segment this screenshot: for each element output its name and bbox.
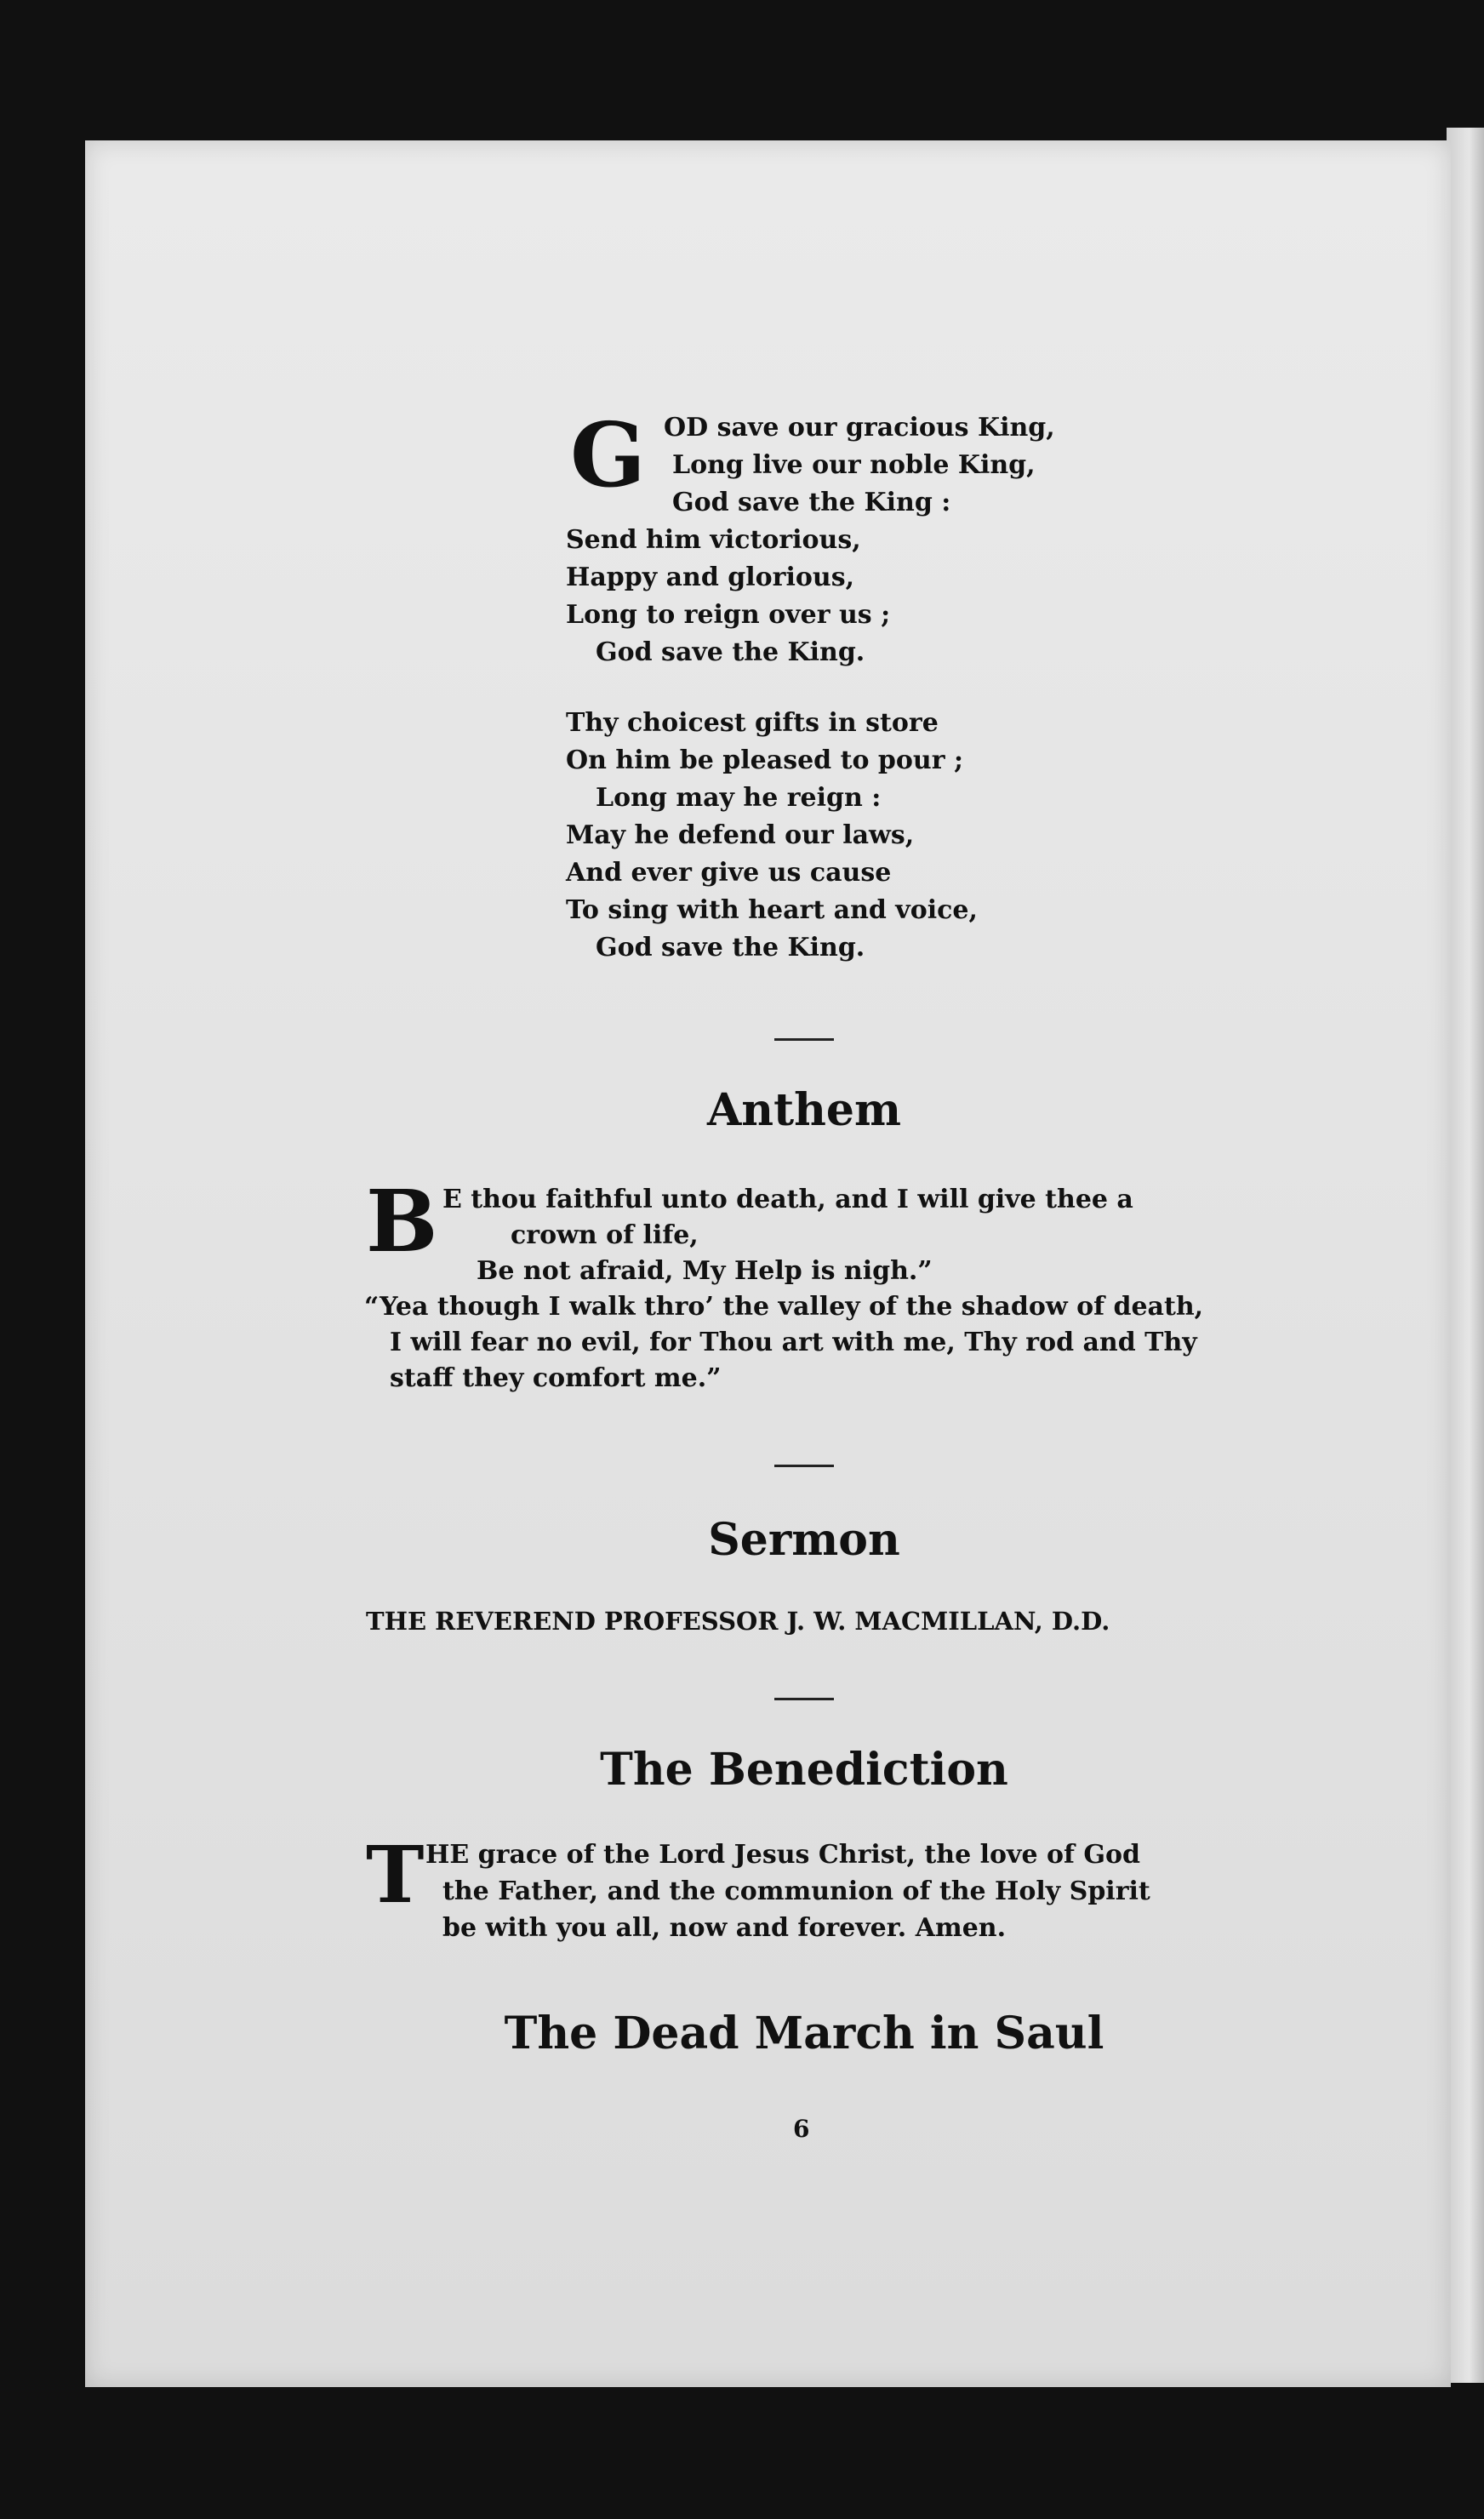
benediction-line: be with you all, now and forever. Amen.	[442, 1913, 1007, 1943]
next-page-edge	[1447, 128, 1484, 2383]
anthem-line: staff they comfort me.”	[390, 1363, 722, 1393]
national-anthem-line: To sing with heart and voice,	[566, 895, 978, 925]
section-divider	[774, 1038, 834, 1041]
closing-heading: The Dead March in Saul	[504, 2008, 1104, 2059]
section-divider	[774, 1465, 834, 1467]
section-divider	[774, 1698, 834, 1700]
anthem-line: I will fear no evil, for Thou art with me, Thy rod and Thy	[390, 1328, 1197, 1357]
national-anthem-line: May he defend our laws,	[566, 820, 915, 850]
national-anthem-line: Long to reign over us ;	[566, 600, 891, 630]
national-anthem-line: OD save our gracious King,	[664, 413, 1055, 443]
anthem-dropcap: B	[366, 1171, 438, 1271]
national-anthem-line: Thy choicest gifts in store	[566, 708, 939, 738]
national-anthem-line: Long live our noble King,	[672, 450, 1036, 480]
national-anthem-line: God save the King.	[596, 933, 865, 962]
national-anthem-line: Happy and glorious,	[566, 563, 855, 592]
anthem-line: E thou faithful unto death, and I will give thee a	[442, 1185, 1133, 1214]
document-page	[85, 140, 1451, 2387]
anthem-heading: Anthem	[706, 1084, 902, 1136]
sermon-heading: Sermon	[708, 1514, 900, 1566]
national-anthem-line: Long may he reign :	[596, 783, 882, 813]
benediction-line: HE grace of the Lord Jesus Christ, the love of God	[425, 1840, 1140, 1870]
anthem-line: “Yea though I walk thro’ the valley of the shadow of death,	[364, 1292, 1204, 1322]
preacher-name: THE REVEREND PROFESSOR J. W. MACMILLAN, D.D.	[366, 1607, 1110, 1636]
benediction-heading: The Benediction	[600, 1744, 1008, 1796]
page-number: 6	[793, 2115, 810, 2143]
national-anthem-dropcap: G	[570, 403, 646, 507]
national-anthem-line: Send him victorious,	[566, 525, 861, 555]
anthem-line: crown of life,	[511, 1220, 699, 1250]
national-anthem-line: And ever give us cause	[566, 858, 892, 888]
national-anthem-line: On him be pleased to pour ;	[566, 745, 964, 775]
benediction-dropcap: T	[366, 1829, 425, 1921]
national-anthem-line: God save the King :	[672, 488, 951, 517]
anthem-line: Be not afraid, My Help is nigh.”	[477, 1256, 933, 1286]
benediction-line: the Father, and the communion of the Holy Spirit	[442, 1876, 1150, 1906]
national-anthem-line: God save the King.	[596, 637, 865, 667]
